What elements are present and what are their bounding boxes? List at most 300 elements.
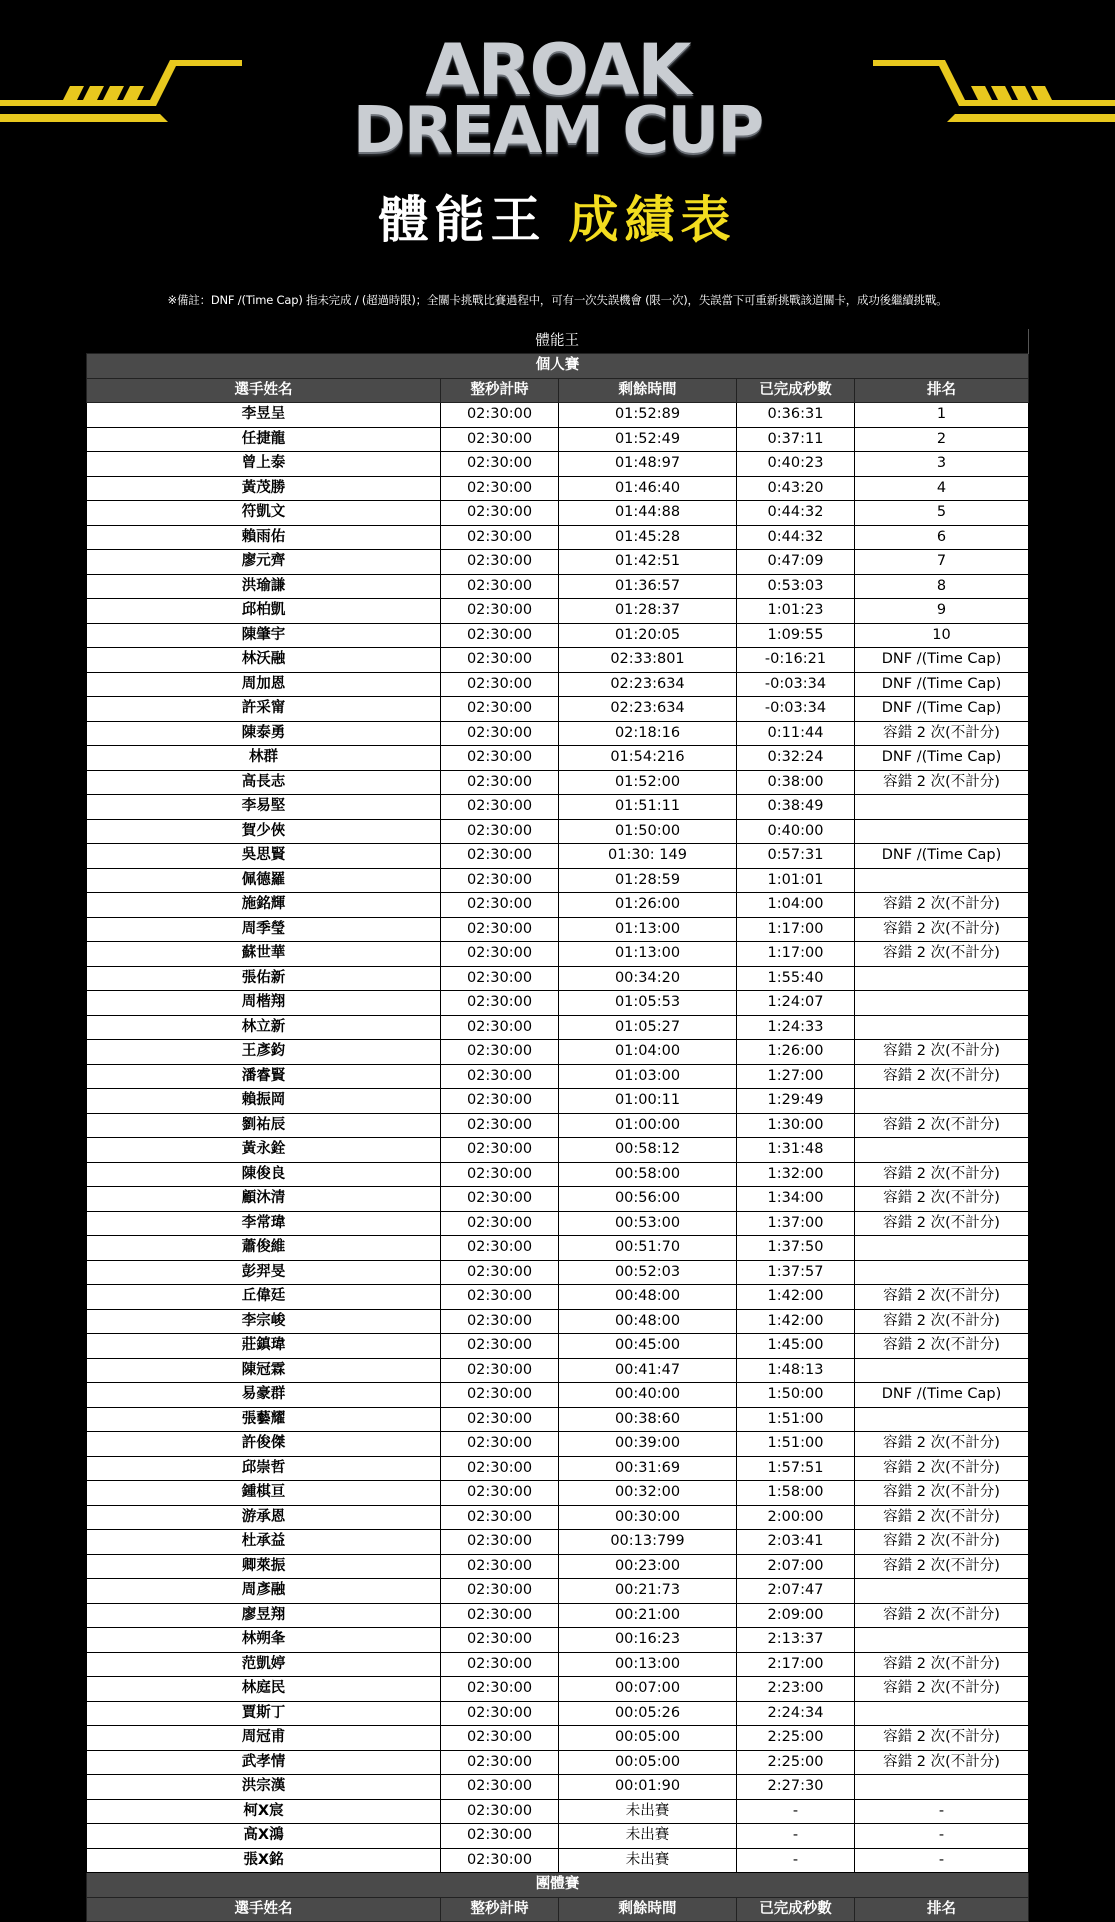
table-row — [87, 819, 1029, 844]
cell-name: 陳俊良 — [87, 1162, 441, 1187]
team-col-header-remaining-time: 剩餘時間 — [559, 1897, 737, 1922]
cell-remaining-time: 02:33:801 — [559, 648, 737, 673]
cell-completed-seconds: 0:57:31 — [737, 844, 855, 869]
table-row — [87, 1848, 1029, 1873]
cell-rank: 容錯 2 次(不計分) — [855, 721, 1029, 746]
team-col-header-rank: 排名 — [855, 1897, 1029, 1922]
cell-total-time: 02:30:00 — [441, 1530, 559, 1555]
cell-name: 吳思賢 — [87, 844, 441, 869]
cell-total-time: 02:30:00 — [441, 721, 559, 746]
cell-total-time: 02:30:00 — [441, 1236, 559, 1261]
table-row — [87, 1358, 1029, 1383]
cell-name: 邱崇哲 — [87, 1456, 441, 1481]
cell-rank: 容錯 2 次(不計分) — [855, 1750, 1029, 1775]
col-header-remaining-time: 剩餘時間 — [559, 378, 737, 403]
cell-name: 蕭俊維 — [87, 1236, 441, 1261]
cell-total-time: 02:30:00 — [441, 1211, 559, 1236]
cell-remaining-time: 00:58:12 — [559, 1138, 737, 1163]
results-table-container — [86, 329, 1028, 1922]
cell-remaining-time: 00:32:00 — [559, 1481, 737, 1506]
table-row — [87, 1334, 1029, 1359]
cell-remaining-time: 01:48:97 — [559, 452, 737, 477]
cell-rank — [855, 1579, 1029, 1604]
cell-name: 許采甯 — [87, 697, 441, 722]
cell-remaining-time: 00:41:47 — [559, 1358, 737, 1383]
table-row — [87, 599, 1029, 624]
cell-remaining-time: 01:42:51 — [559, 550, 737, 575]
table-row — [87, 1775, 1029, 1800]
cell-remaining-time: 未出賽 — [559, 1824, 737, 1849]
table-row — [87, 1554, 1029, 1579]
cell-name: 張X銘 — [87, 1848, 441, 1873]
table-row — [87, 1407, 1029, 1432]
logo-line-1: AROAK — [425, 29, 690, 111]
cell-total-time: 02:30:00 — [441, 868, 559, 893]
cell-name: 廖元齊 — [87, 550, 441, 575]
cell-completed-seconds: 1:31:48 — [737, 1138, 855, 1163]
cell-completed-seconds: 1:04:00 — [737, 893, 855, 918]
header — [0, 0, 1115, 260]
cell-completed-seconds: 1:24:07 — [737, 991, 855, 1016]
cell-name: 李易堅 — [87, 795, 441, 820]
table-row — [87, 1187, 1029, 1212]
cell-name: 施銘輝 — [87, 893, 441, 918]
cell-name: 周季瑩 — [87, 917, 441, 942]
col-header-rank: 排名 — [855, 378, 1029, 403]
cell-total-time: 02:30:00 — [441, 1260, 559, 1285]
logo-line-2: DREAM CUP — [352, 94, 763, 169]
cell-completed-seconds: 1:57:51 — [737, 1456, 855, 1481]
cell-completed-seconds: 0:40:00 — [737, 819, 855, 844]
table-row — [87, 1285, 1029, 1310]
table-row — [87, 1481, 1029, 1506]
cell-name: 劉祐辰 — [87, 1113, 441, 1138]
cell-completed-seconds: 0:11:44 — [737, 721, 855, 746]
cell-name: 易豪群 — [87, 1383, 441, 1408]
cell-completed-seconds: 0:44:32 — [737, 525, 855, 550]
cell-total-time: 02:30:00 — [441, 1383, 559, 1408]
table-row — [87, 1603, 1029, 1628]
cell-name: 陳泰勇 — [87, 721, 441, 746]
cell-name: 彭羿旻 — [87, 1260, 441, 1285]
cell-completed-seconds: 1:55:40 — [737, 966, 855, 991]
cell-rank: 容錯 2 次(不計分) — [855, 1481, 1029, 1506]
cell-total-time: 02:30:00 — [441, 1187, 559, 1212]
cell-rank: - — [855, 1848, 1029, 1873]
cell-remaining-time: 01:46:40 — [559, 476, 737, 501]
cell-completed-seconds: - — [737, 1824, 855, 1849]
cell-total-time: 02:30:00 — [441, 1726, 559, 1751]
cell-remaining-time: 01:52:49 — [559, 427, 737, 452]
cell-rank: 容錯 2 次(不計分) — [855, 1113, 1029, 1138]
cell-completed-seconds: 1:30:00 — [737, 1113, 855, 1138]
cell-total-time: 02:30:00 — [441, 1701, 559, 1726]
table-row — [87, 1015, 1029, 1040]
cell-remaining-time: 02:23:634 — [559, 672, 737, 697]
cell-rank: 容錯 2 次(不計分) — [855, 1309, 1029, 1334]
cell-completed-seconds: 2:27:30 — [737, 1775, 855, 1800]
cell-remaining-time: 01:05:53 — [559, 991, 737, 1016]
cell-total-time: 02:30:00 — [441, 501, 559, 526]
table-row — [87, 917, 1029, 942]
table-row — [87, 672, 1029, 697]
cell-completed-seconds: 1:27:00 — [737, 1064, 855, 1089]
table-row — [87, 1138, 1029, 1163]
cell-remaining-time: 00:51:70 — [559, 1236, 737, 1261]
cell-completed-seconds: 2:13:37 — [737, 1628, 855, 1653]
cell-rank: DNF /(Time Cap) — [855, 672, 1029, 697]
table-row — [87, 1505, 1029, 1530]
table-row — [87, 770, 1029, 795]
cell-rank: 8 — [855, 574, 1029, 599]
cell-rank: 5 — [855, 501, 1029, 526]
cell-rank: 容錯 2 次(不計分) — [855, 1530, 1029, 1555]
cell-remaining-time: 00:39:00 — [559, 1432, 737, 1457]
cell-rank: 容錯 2 次(不計分) — [855, 1285, 1029, 1310]
cell-name: 洪宗漢 — [87, 1775, 441, 1800]
cell-rank: DNF /(Time Cap) — [855, 1383, 1029, 1408]
cell-name: 高X鴻 — [87, 1824, 441, 1849]
cell-total-time: 02:30:00 — [441, 403, 559, 428]
cell-completed-seconds: - — [737, 1799, 855, 1824]
cell-name: 范凱婷 — [87, 1652, 441, 1677]
cell-total-time: 02:30:00 — [441, 1456, 559, 1481]
team-col-header-name: 選手姓名 — [87, 1897, 441, 1922]
cell-name: 黃茂勝 — [87, 476, 441, 501]
title-part-2: 成績表 — [568, 191, 737, 249]
cell-remaining-time: 00:05:26 — [559, 1701, 737, 1726]
cell-total-time: 02:30:00 — [441, 574, 559, 599]
cell-completed-seconds: - — [737, 1848, 855, 1873]
cell-total-time: 02:30:00 — [441, 770, 559, 795]
cell-name: 張藝耀 — [87, 1407, 441, 1432]
cell-total-time: 02:30:00 — [441, 1750, 559, 1775]
col-header-name: 選手姓名 — [87, 378, 441, 403]
cell-completed-seconds: 1:48:13 — [737, 1358, 855, 1383]
cell-completed-seconds: 0:32:24 — [737, 746, 855, 771]
cell-rank — [855, 1015, 1029, 1040]
cell-completed-seconds: 1:58:00 — [737, 1481, 855, 1506]
cell-remaining-time: 00:01:90 — [559, 1775, 737, 1800]
table-row — [87, 403, 1029, 428]
cell-name: 李常瑋 — [87, 1211, 441, 1236]
cell-completed-seconds: 1:51:00 — [737, 1407, 855, 1432]
cell-completed-seconds: -0:03:34 — [737, 697, 855, 722]
cell-completed-seconds: 2:23:00 — [737, 1677, 855, 1702]
cell-name: 潘睿賢 — [87, 1064, 441, 1089]
cell-rank: 容錯 2 次(不計分) — [855, 942, 1029, 967]
cell-remaining-time: 00:05:00 — [559, 1726, 737, 1751]
table-row — [87, 893, 1029, 918]
table-row — [87, 1113, 1029, 1138]
table-row — [87, 1652, 1029, 1677]
cell-remaining-time: 02:23:634 — [559, 697, 737, 722]
table-row — [87, 476, 1029, 501]
table-row — [87, 721, 1029, 746]
cell-name: 李昱呈 — [87, 403, 441, 428]
table-row — [87, 1628, 1029, 1653]
cell-remaining-time: 01:30: 149 — [559, 844, 737, 869]
cell-completed-seconds: -0:03:34 — [737, 672, 855, 697]
cell-name: 林立新 — [87, 1015, 441, 1040]
cell-name: 鍾棋亘 — [87, 1481, 441, 1506]
cell-remaining-time: 01:51:11 — [559, 795, 737, 820]
cell-name: 賴雨佑 — [87, 525, 441, 550]
cell-total-time: 02:30:00 — [441, 819, 559, 844]
cell-rank: - — [855, 1824, 1029, 1849]
cell-name: 林朔夆 — [87, 1628, 441, 1653]
cell-remaining-time: 01:45:28 — [559, 525, 737, 550]
cell-remaining-time: 01:04:00 — [559, 1040, 737, 1065]
cell-rank: 容錯 2 次(不計分) — [855, 1726, 1029, 1751]
table-row — [87, 452, 1029, 477]
cell-remaining-time: 01:28:37 — [559, 599, 737, 624]
cell-remaining-time: 00:40:00 — [559, 1383, 737, 1408]
table-row — [87, 991, 1029, 1016]
cell-rank: 容錯 2 次(不計分) — [855, 1603, 1029, 1628]
cell-name: 杜承益 — [87, 1530, 441, 1555]
cell-rank — [855, 1260, 1029, 1285]
cell-total-time: 02:30:00 — [441, 648, 559, 673]
cell-total-time: 02:30:00 — [441, 966, 559, 991]
cell-remaining-time: 01:00:11 — [559, 1089, 737, 1114]
cell-total-time: 02:30:00 — [441, 991, 559, 1016]
cell-total-time: 02:30:00 — [441, 1334, 559, 1359]
cell-name: 洪瑜謙 — [87, 574, 441, 599]
cell-total-time: 02:30:00 — [441, 844, 559, 869]
cell-rank: DNF /(Time Cap) — [855, 697, 1029, 722]
cell-total-time: 02:30:00 — [441, 1432, 559, 1457]
col-header-completed-seconds: 已完成秒數 — [737, 378, 855, 403]
table-row — [87, 501, 1029, 526]
table-row — [87, 1530, 1029, 1555]
cell-remaining-time: 01:36:57 — [559, 574, 737, 599]
cell-name: 顧沐清 — [87, 1187, 441, 1212]
cell-rank: 容錯 2 次(不計分) — [855, 1040, 1029, 1065]
cell-name: 游承恩 — [87, 1505, 441, 1530]
cell-completed-seconds: 2:03:41 — [737, 1530, 855, 1555]
cell-remaining-time: 01:20:05 — [559, 623, 737, 648]
cell-completed-seconds: 1:34:00 — [737, 1187, 855, 1212]
table-row — [87, 1677, 1029, 1702]
table-row — [87, 574, 1029, 599]
results-table — [86, 329, 1029, 1922]
cell-completed-seconds: 0:38:00 — [737, 770, 855, 795]
cell-remaining-time: 00:07:00 — [559, 1677, 737, 1702]
table-row — [87, 1064, 1029, 1089]
table-row — [87, 1726, 1029, 1751]
cell-completed-seconds: 1:17:00 — [737, 942, 855, 967]
table-row — [87, 1040, 1029, 1065]
cell-name: 林沃融 — [87, 648, 441, 673]
table-row — [87, 1383, 1029, 1408]
cell-completed-seconds: 1:42:00 — [737, 1309, 855, 1334]
cell-name: 賴振岡 — [87, 1089, 441, 1114]
cell-rank — [855, 1358, 1029, 1383]
table-row — [87, 1089, 1029, 1114]
cell-completed-seconds: 0:43:20 — [737, 476, 855, 501]
section-team: 團體賽 — [87, 1873, 1029, 1898]
cell-rank — [855, 868, 1029, 893]
cell-rank: - — [855, 1799, 1029, 1824]
cell-remaining-time: 01:13:00 — [559, 942, 737, 967]
cell-remaining-time: 00:21:73 — [559, 1579, 737, 1604]
table-row — [87, 1162, 1029, 1187]
cell-rank — [855, 1089, 1029, 1114]
cell-total-time: 02:30:00 — [441, 1407, 559, 1432]
cell-rank — [855, 1628, 1029, 1653]
cell-completed-seconds: 1:32:00 — [737, 1162, 855, 1187]
cell-name: 莊鎮瑋 — [87, 1334, 441, 1359]
cell-completed-seconds: 1:50:00 — [737, 1383, 855, 1408]
cell-total-time: 02:30:00 — [441, 893, 559, 918]
cell-remaining-time: 00:48:00 — [559, 1309, 737, 1334]
cell-remaining-time: 00:23:00 — [559, 1554, 737, 1579]
table-row — [87, 795, 1029, 820]
cell-completed-seconds: 0:36:31 — [737, 403, 855, 428]
cell-rank: 容錯 2 次(不計分) — [855, 1677, 1029, 1702]
table-row — [87, 550, 1029, 575]
cell-rank: 容錯 2 次(不計分) — [855, 1432, 1029, 1457]
cell-total-time: 02:30:00 — [441, 1138, 559, 1163]
table-row — [87, 1799, 1029, 1824]
cell-completed-seconds: 2:09:00 — [737, 1603, 855, 1628]
cell-rank — [855, 1236, 1029, 1261]
cell-name: 賈斯丁 — [87, 1701, 441, 1726]
cell-rank: 容錯 2 次(不計分) — [855, 917, 1029, 942]
cell-name: 林庭民 — [87, 1677, 441, 1702]
cell-rank: 2 — [855, 427, 1029, 452]
cell-remaining-time: 00:13:00 — [559, 1652, 737, 1677]
cell-name: 陳冠霖 — [87, 1358, 441, 1383]
cell-total-time: 02:30:00 — [441, 1015, 559, 1040]
cell-total-time: 02:30:00 — [441, 1162, 559, 1187]
cell-remaining-time: 00:34:20 — [559, 966, 737, 991]
cell-rank: 6 — [855, 525, 1029, 550]
cell-rank: 容錯 2 次(不計分) — [855, 1064, 1029, 1089]
cell-rank: 7 — [855, 550, 1029, 575]
table-row — [87, 1456, 1029, 1481]
table-row — [87, 966, 1029, 991]
cell-rank — [855, 991, 1029, 1016]
cell-rank — [855, 1138, 1029, 1163]
cell-total-time: 02:30:00 — [441, 1113, 559, 1138]
cell-rank — [855, 795, 1029, 820]
event-logo — [0, 29, 1115, 169]
cell-completed-seconds: 1:01:01 — [737, 868, 855, 893]
cell-total-time: 02:30:00 — [441, 746, 559, 771]
cell-completed-seconds: 1:29:49 — [737, 1089, 855, 1114]
cell-total-time: 02:30:00 — [441, 1799, 559, 1824]
cell-total-time: 02:30:00 — [441, 1775, 559, 1800]
cell-completed-seconds: 0:44:32 — [737, 501, 855, 526]
table-row — [87, 1309, 1029, 1334]
col-header-total-time: 整秒計時 — [441, 378, 559, 403]
cell-rank: 容錯 2 次(不計分) — [855, 1211, 1029, 1236]
table-row — [87, 1236, 1029, 1261]
cell-rank: 4 — [855, 476, 1029, 501]
cell-total-time: 02:30:00 — [441, 1064, 559, 1089]
cell-remaining-time: 00:48:00 — [559, 1285, 737, 1310]
cell-rank — [855, 1775, 1029, 1800]
cell-name: 佩德羅 — [87, 868, 441, 893]
cell-total-time: 02:30:00 — [441, 1309, 559, 1334]
remark-note: ※備註：DNF /(Time Cap) 指未完成 / (超過時限)；全關卡挑戰比賽過程中，可有一次失誤機會 (限一次)，失誤當下可重新挑戰該道關卡，成功後繼續挑戰。 — [167, 293, 948, 307]
cell-remaining-time: 00:52:03 — [559, 1260, 737, 1285]
table-row — [87, 648, 1029, 673]
cell-name: 符凱文 — [87, 501, 441, 526]
cell-rank — [855, 1407, 1029, 1432]
table-row — [87, 1260, 1029, 1285]
cell-name: 黃永銓 — [87, 1138, 441, 1163]
cell-completed-seconds: 0:40:23 — [737, 452, 855, 477]
cell-remaining-time: 未出賽 — [559, 1848, 737, 1873]
cell-total-time: 02:30:00 — [441, 525, 559, 550]
cell-completed-seconds: 1:09:55 — [737, 623, 855, 648]
cell-total-time: 02:30:00 — [441, 1481, 559, 1506]
cell-name: 許俊傑 — [87, 1432, 441, 1457]
cell-name: 丘偉廷 — [87, 1285, 441, 1310]
cell-name: 林群 — [87, 746, 441, 771]
cell-completed-seconds: 2:07:00 — [737, 1554, 855, 1579]
cell-remaining-time: 01:03:00 — [559, 1064, 737, 1089]
cell-total-time: 02:30:00 — [441, 672, 559, 697]
cell-remaining-time: 00:53:00 — [559, 1211, 737, 1236]
table-row — [87, 1432, 1029, 1457]
cell-completed-seconds: 1:37:00 — [737, 1211, 855, 1236]
cell-total-time: 02:30:00 — [441, 623, 559, 648]
cell-name: 曾上泰 — [87, 452, 441, 477]
cell-rank: 1 — [855, 403, 1029, 428]
cell-total-time: 02:30:00 — [441, 1554, 559, 1579]
table-row — [87, 1750, 1029, 1775]
cell-total-time: 02:30:00 — [441, 795, 559, 820]
cell-completed-seconds: 1:45:00 — [737, 1334, 855, 1359]
cell-total-time: 02:30:00 — [441, 1040, 559, 1065]
cell-remaining-time: 01:26:00 — [559, 893, 737, 918]
cell-rank: 9 — [855, 599, 1029, 624]
cell-rank: 容錯 2 次(不計分) — [855, 1456, 1029, 1481]
cell-rank: 容錯 2 次(不計分) — [855, 1554, 1029, 1579]
cell-name: 卿萊振 — [87, 1554, 441, 1579]
cell-name: 周彥融 — [87, 1579, 441, 1604]
cell-name: 柯X宸 — [87, 1799, 441, 1824]
cell-remaining-time: 01:05:27 — [559, 1015, 737, 1040]
table-row — [87, 868, 1029, 893]
cell-rank: 容錯 2 次(不計分) — [855, 1162, 1029, 1187]
cell-rank — [855, 966, 1029, 991]
cell-rank: 容錯 2 次(不計分) — [855, 770, 1029, 795]
cell-completed-seconds: 2:25:00 — [737, 1726, 855, 1751]
cell-total-time: 02:30:00 — [441, 1652, 559, 1677]
cell-total-time: 02:30:00 — [441, 1579, 559, 1604]
cell-remaining-time: 01:44:88 — [559, 501, 737, 526]
cell-name: 張佑新 — [87, 966, 441, 991]
cell-completed-seconds: 2:07:47 — [737, 1579, 855, 1604]
cell-remaining-time: 02:18:16 — [559, 721, 737, 746]
cell-name: 高長志 — [87, 770, 441, 795]
cell-total-time: 02:30:00 — [441, 452, 559, 477]
table-caption: 體能王 — [87, 329, 1029, 354]
cell-remaining-time: 00:05:00 — [559, 1750, 737, 1775]
cell-name: 李宗峻 — [87, 1309, 441, 1334]
cell-completed-seconds: 1:37:57 — [737, 1260, 855, 1285]
cell-total-time: 02:30:00 — [441, 1358, 559, 1383]
cell-remaining-time: 00:16:23 — [559, 1628, 737, 1653]
cell-total-time: 02:30:00 — [441, 942, 559, 967]
table-row — [87, 1211, 1029, 1236]
cell-total-time: 02:30:00 — [441, 1505, 559, 1530]
